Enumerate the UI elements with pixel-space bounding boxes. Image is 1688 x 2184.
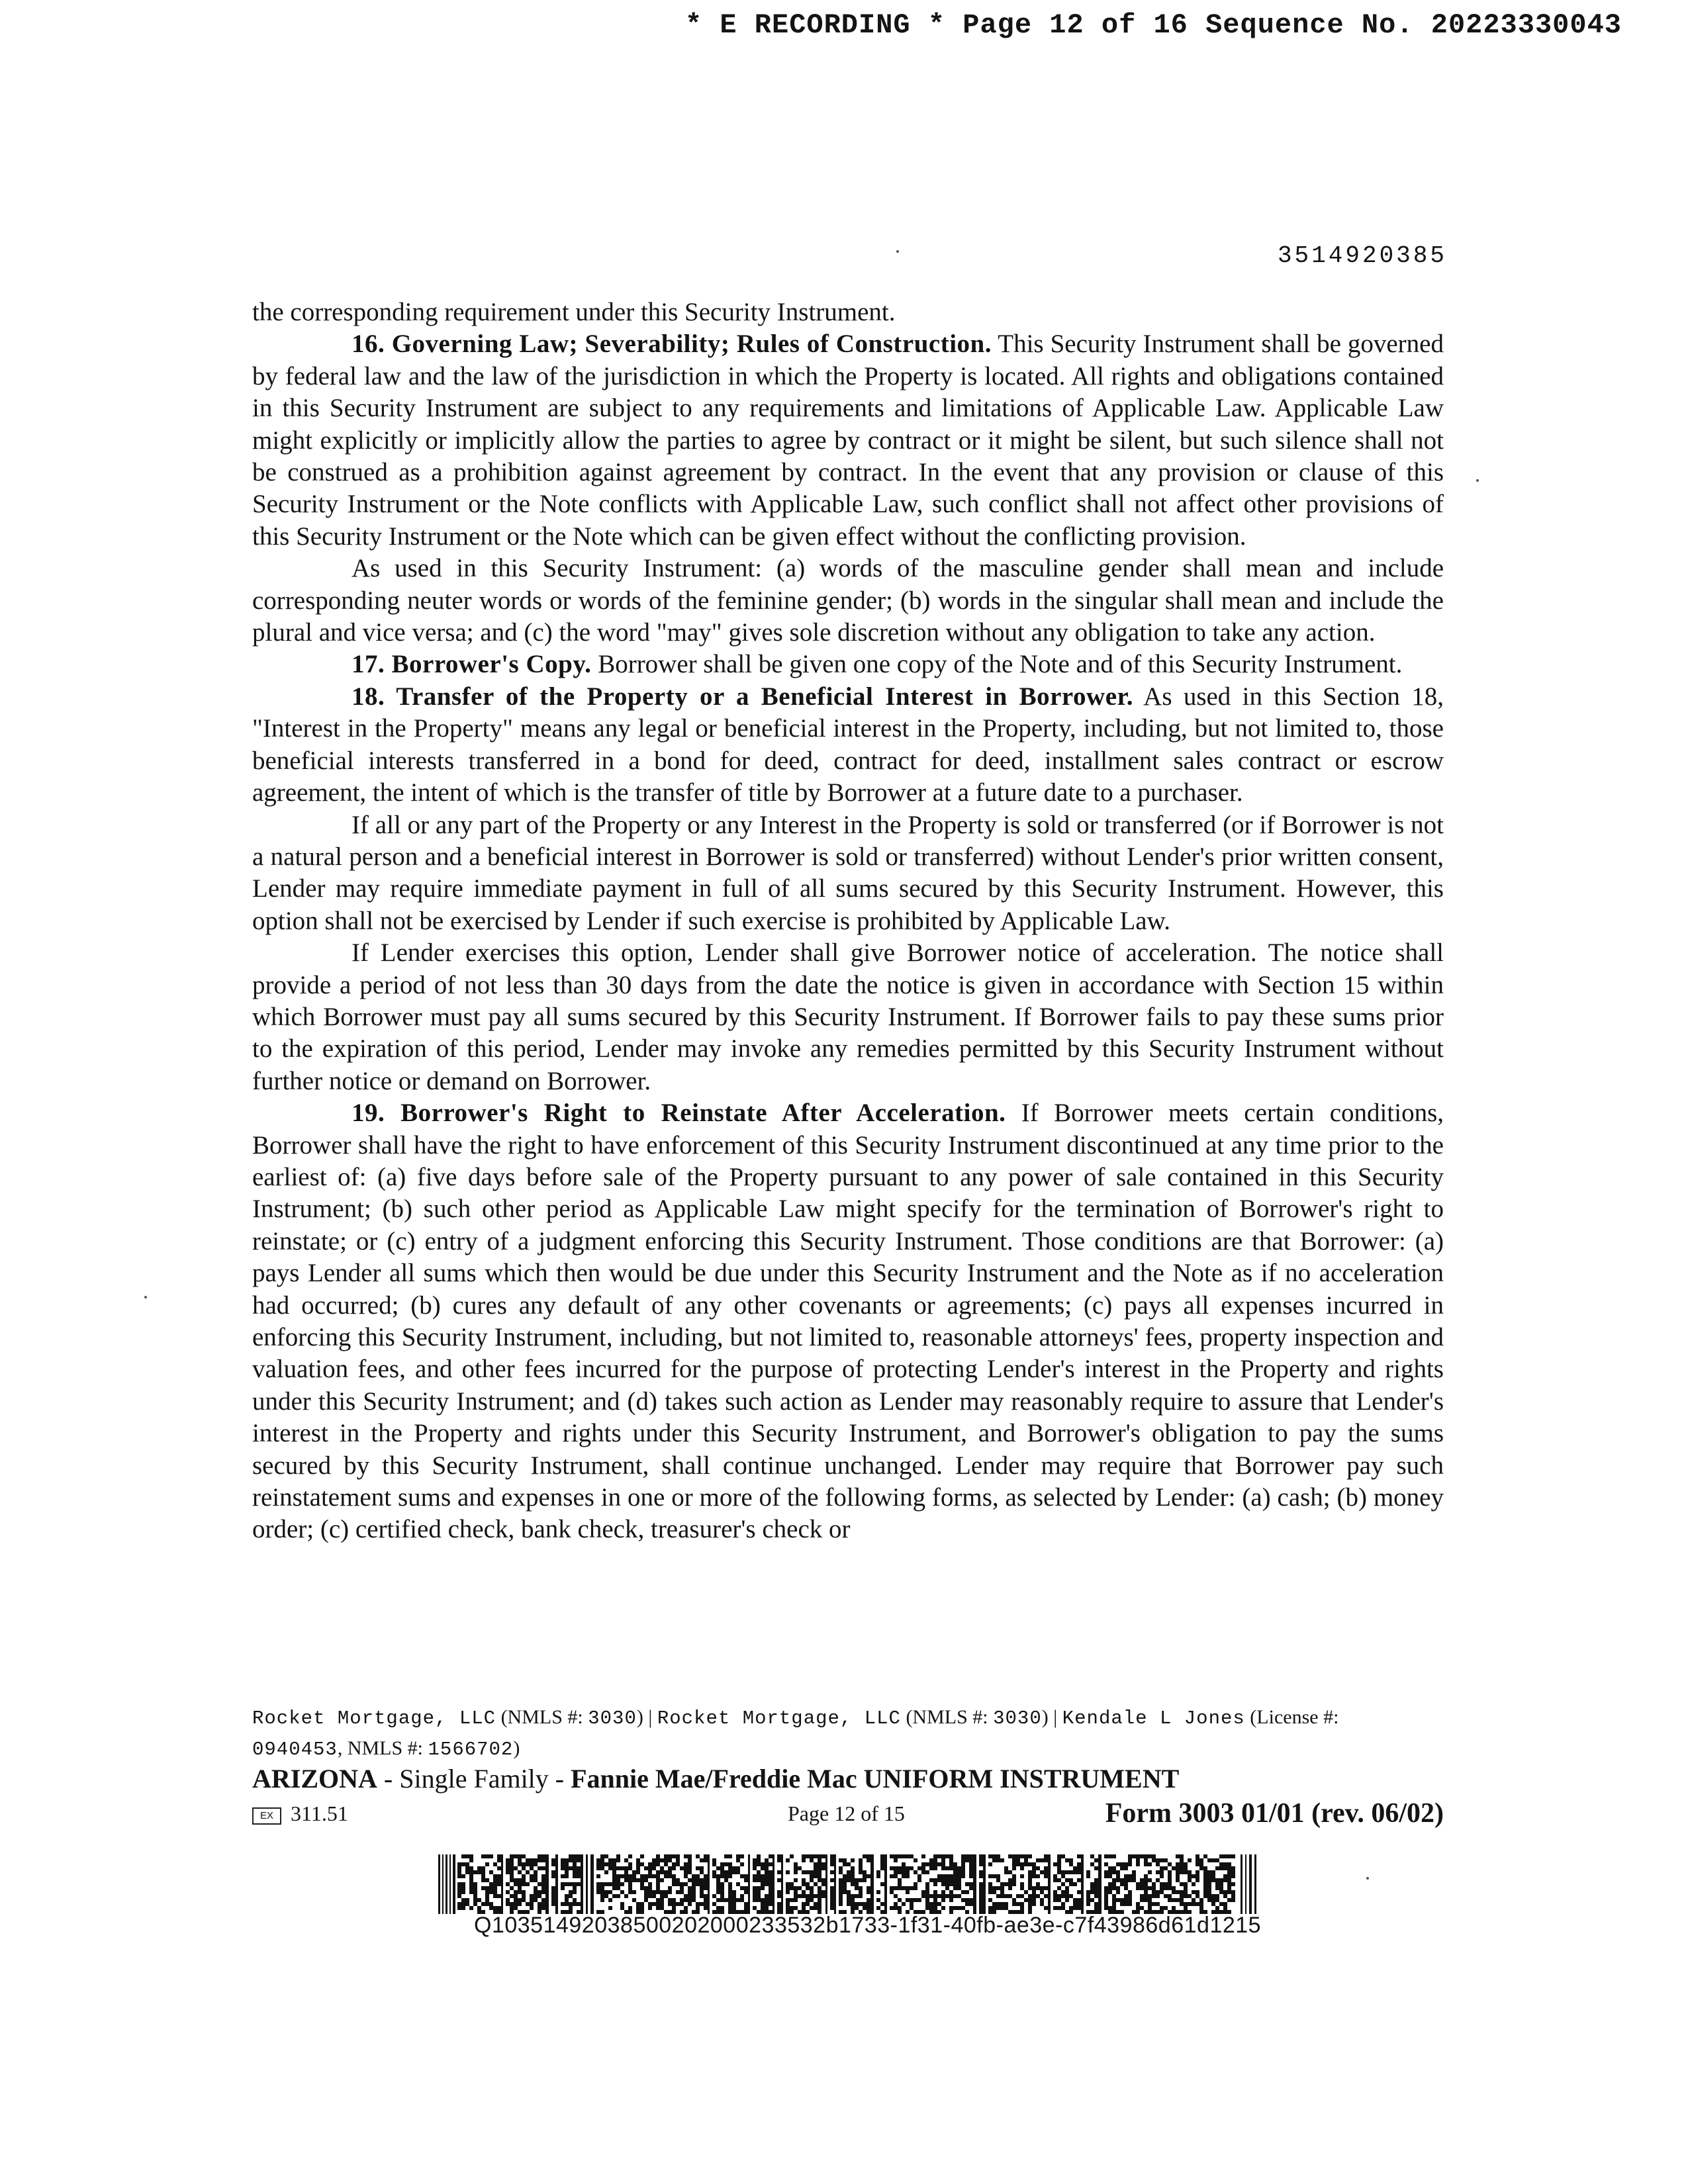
originator-2-name: Rocket Mortgage, LLC — [657, 1707, 901, 1729]
section-18 — [252, 681, 1444, 809]
form-footer-line — [252, 1797, 1444, 1829]
page-number: Page 12 of 15 — [788, 1801, 905, 1825]
section-18-text: As used in this Section 18, "Interest in the Property" means any legal or beneficial interest in the Property, including, but not limited to, those beneficial interests transferred in a bond for deed, contract for deed, installment sales contract or escrow agreement, the intent of which is the transfer of title by Borrower at a future date to a purchaser. — [252, 682, 1444, 807]
section-17-heading: 17. Borrower's Copy. — [352, 650, 592, 679]
scan-speck — [144, 1296, 147, 1298]
nmls-number: 1566702 — [428, 1739, 514, 1760]
barcode-image — [438, 1854, 1259, 1914]
loan-number: 3514920385 — [1277, 242, 1447, 269]
section-19-text: If Borrower meets certain conditions, Borrower shall have the right to have enforcement of this Security Instrument discontinued at any time prior to the earliest of: (a) five days before sale of the Property pursuant to any power of sale contained in this Security Instrument; (b) such other period as Applicable Law might specify for the termination of Borrower's right to reinstate; or (c) entry of a judgment enforcing this Security Instrument. Those conditions are that Borrower: (a) pays Lender all sums which then would be due under this Security Instrument and the Note as if no acceleration had occurred; (b) cures any default of any other covenants or agreements; (c) pays all expenses incurred in enforcing this Security Instrument, including, but not limited to, reasonable attorneys' fees, property inspection and valuation fees, and other fees incurred for the purpose of protecting Lender's interest in the Property and rights under this Security Instrument; and (d) takes such action as Lender may reasonably require to assure that Lender's interest in the Property and rights under this Security Instrument, and Borrower's obligation to pay the sums secured by this Security Instrument, shall continue unchanged. Lender may require that Borrower pay such reinstatement sums and expenses in one or more of the following forms, as selected by Lender: (a) cash; (b) money order; (c) certified check, bank check, treasurer's check or — [252, 1099, 1444, 1544]
recording-banner: * E RECORDING * Page 12 of 16 Sequence No. 20223330043 — [684, 9, 1622, 41]
license-number: 0940453 — [252, 1739, 338, 1760]
document-body — [252, 296, 1444, 1546]
section-19 — [252, 1097, 1444, 1546]
originator-2-nmls: 3030 — [993, 1707, 1042, 1729]
continuation-paragraph: the corresponding requirement under this Security Instrument. — [252, 298, 896, 326]
form-box-icon: EX — [252, 1807, 281, 1825]
section-16-paragraph-2: As used in this Security Instrument: (a) words of the masculine gender shall mean and include corresponding neuter words or words of the feminine gender; (b) words in the singular shall mean and include the plural and vice versa; and (c) the word "may" gives sole discretion without any obligation to take any action. — [252, 554, 1444, 647]
instrument-name: Fannie Mae/Freddie Mac UNIFORM INSTRUMENT — [571, 1764, 1180, 1794]
state-name: ARIZONA — [252, 1764, 377, 1794]
originator-3-name: Kendale L Jones — [1062, 1707, 1245, 1729]
barcode-text: Q10351492038500202000233532b1733-1f31-40fb-ae3e-c7f43986d61d1215 — [474, 1913, 1262, 1938]
loan-originator-info: Rocket Mortgage, LLC (NMLS #: 3030) | Rocket Mortgage, LLC (NMLS #: 3030) | Kendale L Jones (License #: 0940453, NMLS #: 1566702) — [252, 1706, 1339, 1760]
section-17-text: Borrower shall be given one copy of the Note and of this Security Instrument. — [591, 650, 1403, 679]
scan-speck — [1366, 1877, 1369, 1880]
section-17 — [252, 649, 1444, 680]
section-18-paragraph-2: If all or any part of the Property or any Interest in the Property is sold or transferred (or if Borrower is not a natural person and a beneficial interest in Borrower is sold or transferred) without Lender's prior written consent, Lender may require immediate payment in full of all sums secured by this Security Instrument. However, this option shall not be exercised by Lender if such exercise is prohibited by Applicable Law. — [252, 810, 1444, 935]
section-16 — [252, 328, 1444, 553]
scan-speck — [1476, 479, 1479, 482]
form-code-text: 311.51 — [291, 1801, 348, 1825]
form-code — [252, 1801, 348, 1826]
form-number: Form 3003 01/01 (rev. 06/02) — [1105, 1798, 1444, 1829]
section-16-heading: 16. Governing Law; Severability; Rules of Construction. — [352, 330, 992, 359]
section-18-paragraph-3: If Lender exercises this option, Lender shall give Borrower notice of acceleration. The notice shall provide a period of not less than 30 days from the date the notice is given in accordance with Section 15 within which Borrower must pay all sums secured by this Security Instrument. If Borrower fails to pay these sums prior to the expiration of this period, Lender may invoke any remedies permitted by this Security Instrument without further notice or demand on Borrower. — [252, 938, 1444, 1095]
scan-speck — [896, 250, 899, 253]
instrument-title — [252, 1763, 1444, 1794]
originator-1-name: Rocket Mortgage, LLC — [252, 1707, 496, 1729]
section-16-text: This Security Instrument shall be governed by federal law and the law of the jurisdiction in which the Property is located. All rights and obligations contained in this Security Instrument are subject to any requirements and limitations of Applicable Law. Applicable Law might explicitly or implicitly allow the parties to agree by contract or it might be silent, but such silence shall not be construed as a prohibition against agreement by contract. In the event that any provision or clause of this Security Instrument or the Note conflicts with Applicable Law, such conflict shall not affect other provisions of this Security Instrument or the Note which can be given effect without the conflicting provision. — [252, 330, 1444, 551]
section-19-heading: 19. Borrower's Right to Reinstate After Acceleration. — [352, 1099, 1006, 1128]
section-18-heading: 18. Transfer of the Property or a Beneficial Interest in Borrower. — [352, 682, 1133, 711]
state-description: - Single Family - — [377, 1764, 571, 1794]
originator-1-nmls: 3030 — [588, 1707, 637, 1729]
